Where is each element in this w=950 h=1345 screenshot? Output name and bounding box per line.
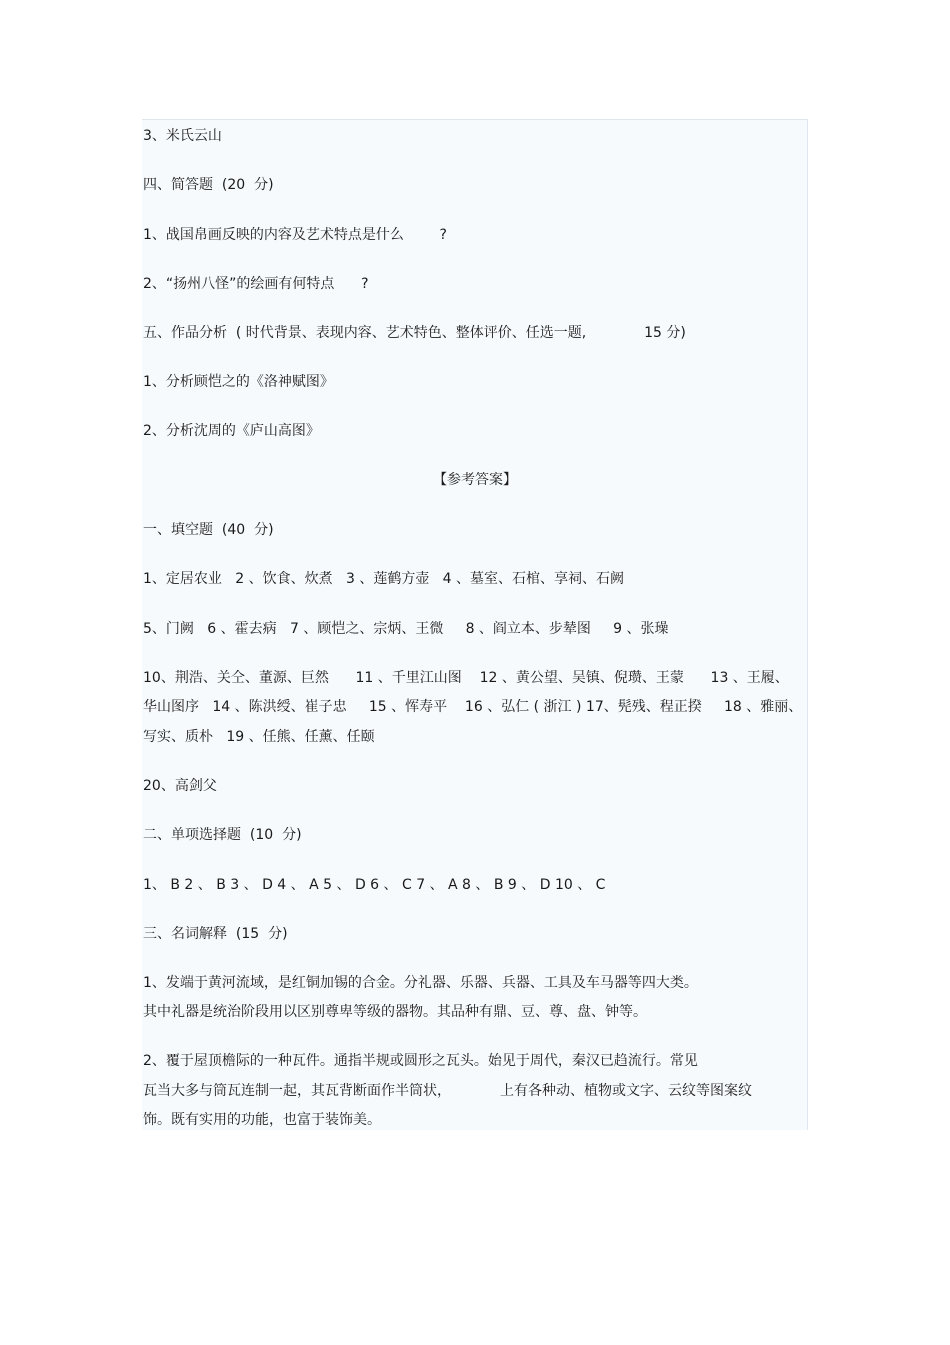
answer-line: 华山图序 14 、陈洪绶、崔子忠 15 、恽寿平 16 、弘仁 ( 浙江 ) 17、髡残、程正揆 18 、雅丽、 [143, 699, 803, 715]
answer-line: 写实、质朴 19 、任熊、任薰、任颐 [143, 729, 375, 745]
question-line: 1、战国帛画反映的内容及艺术特点是什么 ? [143, 227, 447, 243]
section-heading: 三、名词解释 (15 分) [143, 926, 288, 942]
question-line: 2、“扬州八怪”的绘画有何特点 ? [143, 276, 369, 292]
answer-line: 20、高剑父 [143, 778, 217, 794]
answer-line: 2、覆于屋顶檐际的一种瓦件。通指半规或圆形之瓦头。始见于周代，秦汉已趋流行。常见 [143, 1053, 698, 1069]
answer-line: 饰。既有实用的功能，也富于装饰美。 [143, 1112, 381, 1128]
answer-line: 1、 B 2 、 B 3 、 D 4 、 A 5 、 D 6 、 C 7 、 A 8 、 B 9 、 D 10 、 C [143, 877, 606, 893]
answer-line: 1、定居农业 2 、饮食、炊煮 3 、莲鹤方壶 4 、墓室、石棺、享祠、石阙 [143, 571, 625, 587]
question-line: 2、分析沈周的《庐山高图》 [143, 423, 320, 439]
section-heading: 五、作品分析 ( 时代背景、表现内容、艺术特色、整体评价、任选一题, 15 分) [143, 325, 686, 341]
question-line: 1、分析顾恺之的《洛神赋图》 [143, 374, 334, 390]
answer-line: 其中礼器是统治阶段用以区别尊卑等级的器物。其品种有鼎、豆、尊、盘、钟等。 [143, 1004, 647, 1020]
section-heading: 四、简答题 (20 分) [143, 177, 274, 193]
answer-title: 【参考答案】 [433, 472, 517, 488]
answer-line: 10、荆浩、关仝、董源、巨然 11 、千里江山图 12 、黄公望、吴镇、倪瓒、王蒙 13 、王履、 [143, 670, 789, 686]
answer-line: 1、发端于黄河流域，是红铜加锡的合金。分礼器、乐器、兵器、工具及车马器等四大类。 [143, 975, 698, 991]
section-heading: 二、单项选择题 (10 分) [143, 827, 302, 843]
answer-line: 瓦当大多与筒瓦连制一起，其瓦背断面作半筒状， 上有各种动、植物或文字、云纹等图案纹 [143, 1083, 752, 1099]
section-heading: 一、填空题 (40 分) [143, 522, 274, 538]
text-line: 3、米氏云山 [143, 128, 222, 144]
answer-line: 5、门阙 6 、霍去病 7 、顾恺之、宗炳、王微 8 、阎立本、步辇图 9 、张璪 [143, 621, 669, 637]
